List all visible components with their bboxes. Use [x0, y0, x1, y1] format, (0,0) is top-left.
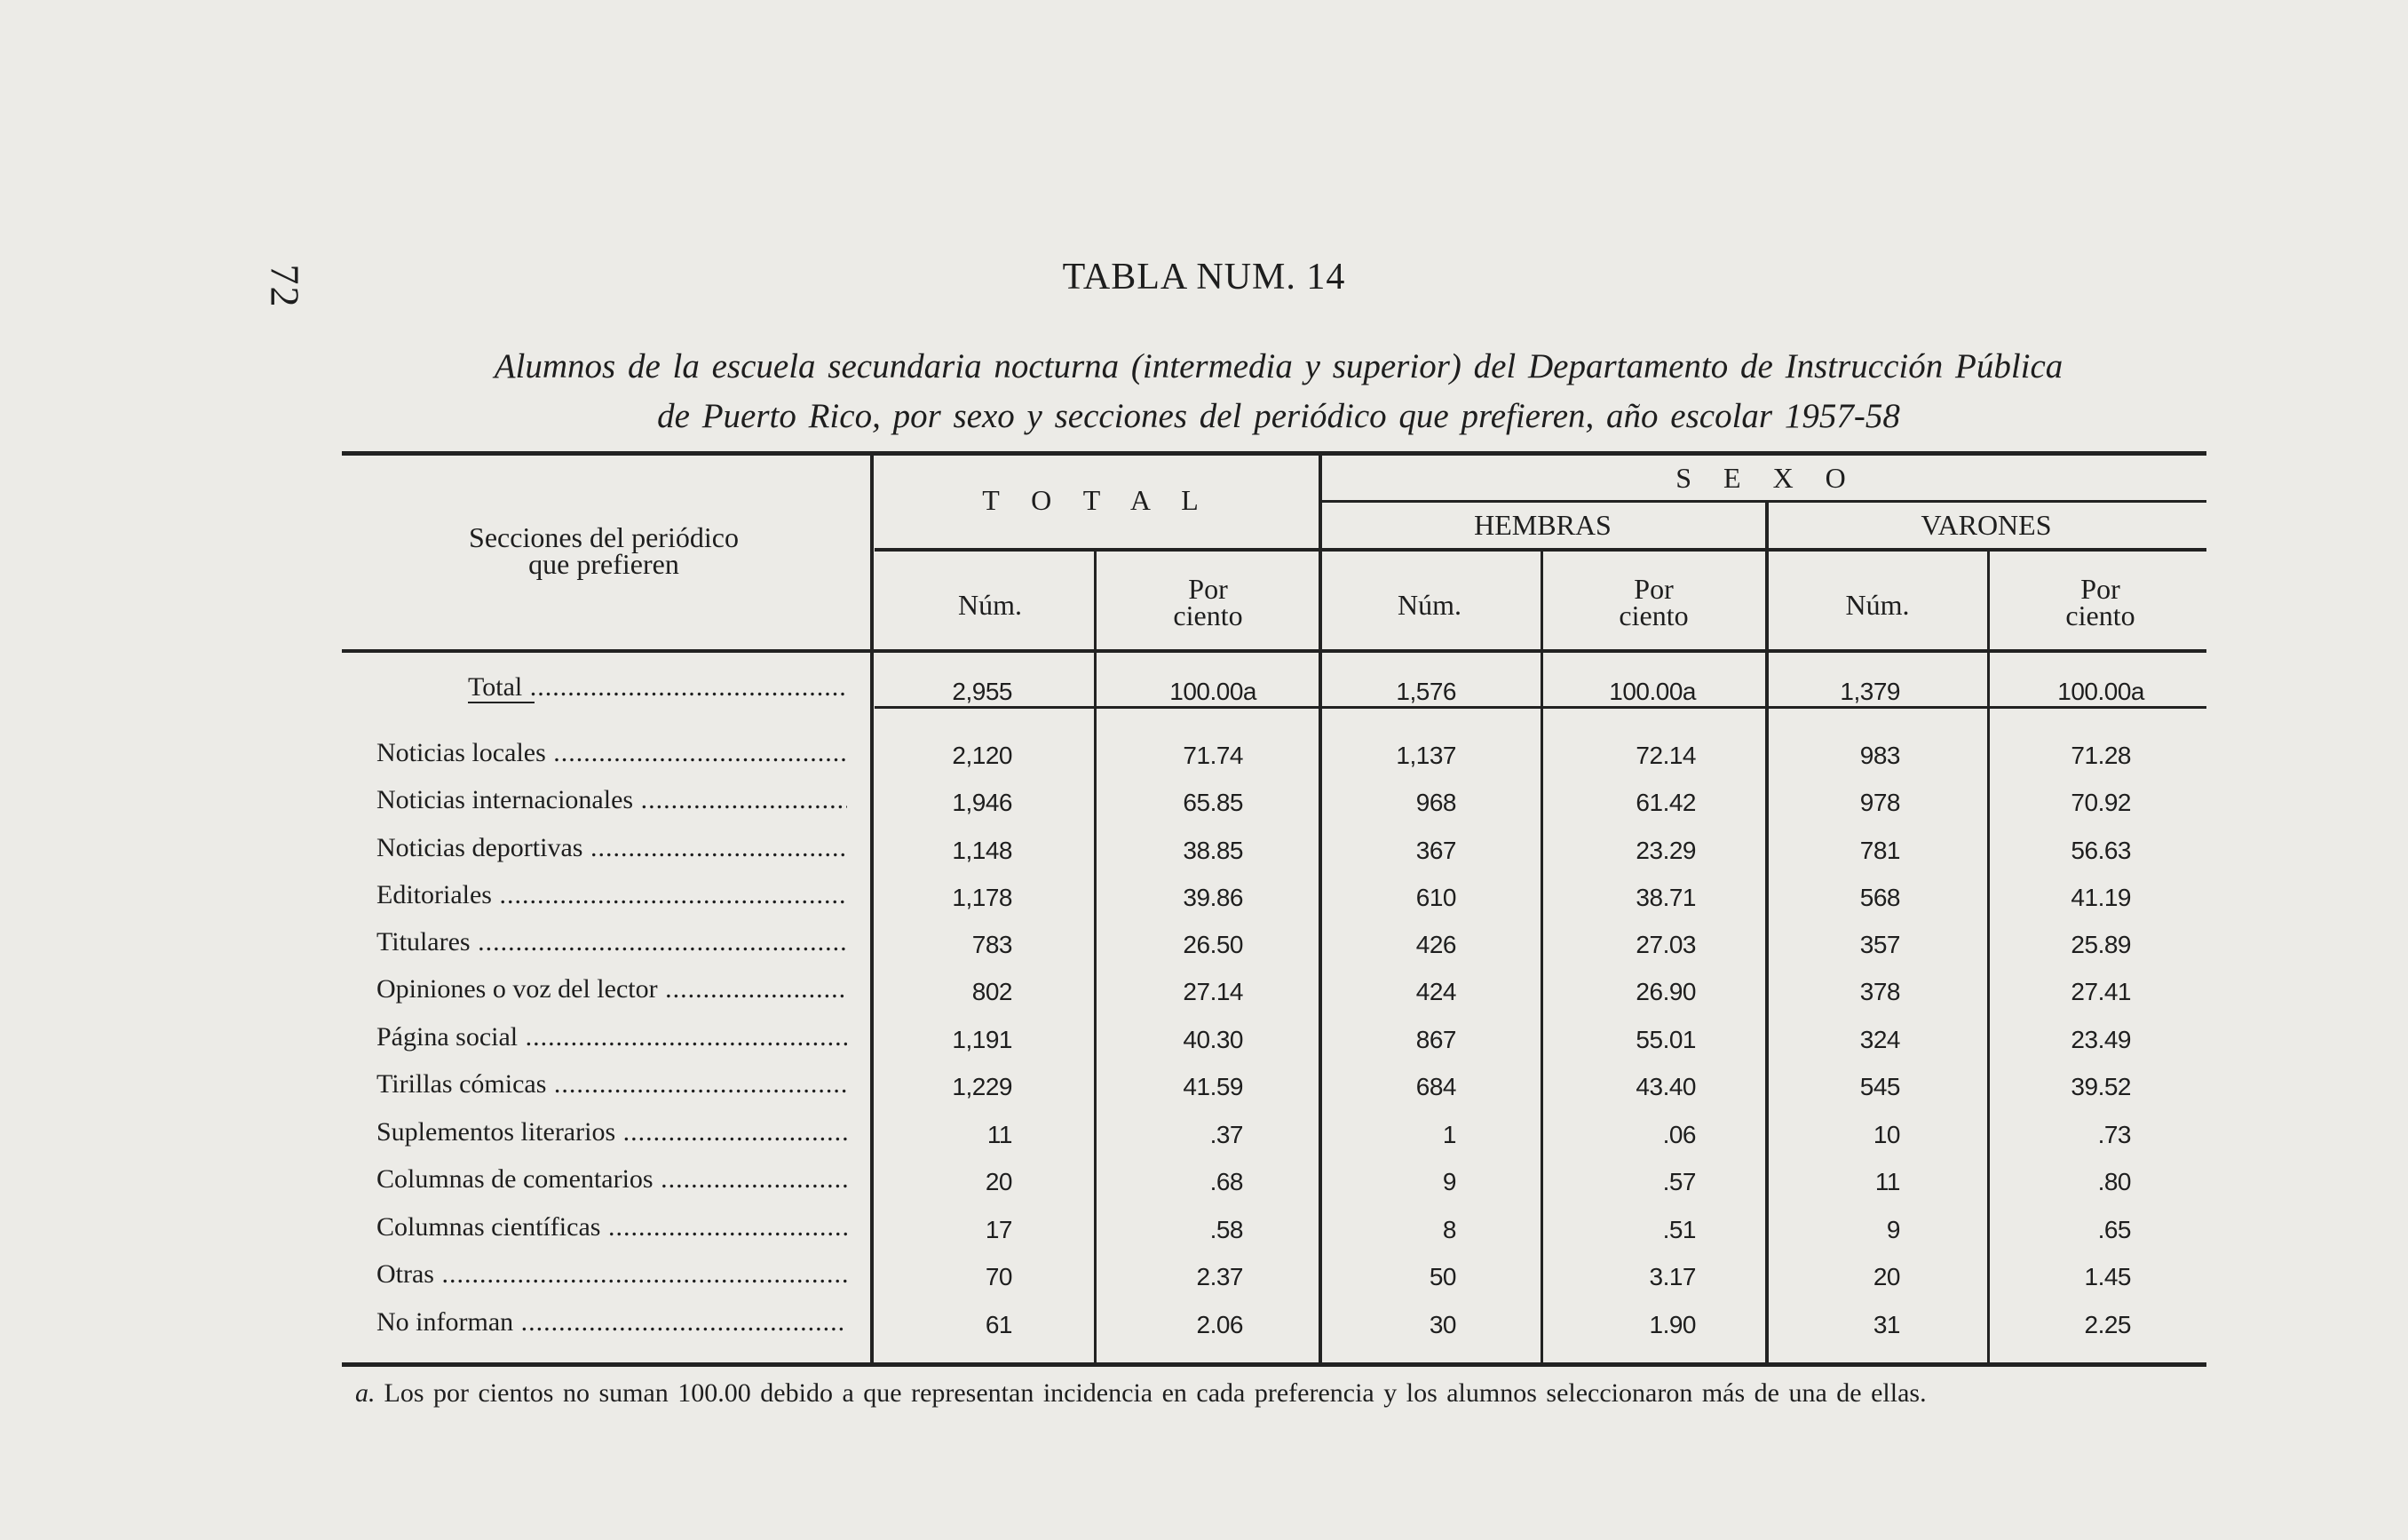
cell: 27.41 — [2071, 978, 2131, 1005]
cell: .68 — [1209, 1168, 1243, 1195]
cell: 783 — [971, 931, 1012, 958]
col-divider-sexo — [1319, 453, 1322, 1364]
cell: 2,120 — [952, 742, 1012, 769]
cell: 23.29 — [1636, 837, 1696, 864]
cell: .65 — [2097, 1216, 2131, 1243]
varones-num-header: Núm. — [1845, 589, 1910, 621]
cell: 1.45 — [2084, 1263, 2131, 1290]
row-label: Otras ..... — [376, 1259, 847, 1290]
cell: 38.71 — [1636, 884, 1696, 911]
cell: 1 — [1442, 1121, 1456, 1148]
cell: 378 — [1859, 978, 1900, 1005]
hembras-num-header: Núm. — [1398, 589, 1461, 621]
cell: 31 — [1873, 1311, 1900, 1338]
cell: 61 — [985, 1311, 1012, 1338]
cell: 568 — [1859, 884, 1900, 911]
row-label: Noticias locales ..... — [376, 738, 847, 768]
hembras-header: HEMBRAS — [1474, 509, 1612, 541]
cell: 2.37 — [1196, 1263, 1243, 1290]
footnote — [355, 1378, 1927, 1409]
total-row-label: Total ..... — [468, 672, 848, 703]
stub-header-line-2: que prefieren — [528, 548, 679, 580]
cell: 26.90 — [1636, 978, 1696, 1005]
row-label: Suplementos literarios ..... — [376, 1117, 847, 1147]
cell: 1,191 — [952, 1026, 1012, 1053]
cell: 20 — [1873, 1263, 1900, 1290]
table-caption — [337, 342, 2220, 441]
row-label: Editoriales ..... — [376, 880, 847, 910]
top-rule — [342, 451, 2206, 456]
cell: 72.14 — [1636, 742, 1696, 769]
row-label: Opiniones o voz del lector ..... — [376, 974, 847, 1004]
cell: 10 — [1873, 1121, 1900, 1148]
total-row-pct: 100.00a — [1169, 678, 1256, 705]
cell: 30 — [1429, 1311, 1456, 1338]
cell: 1.90 — [1649, 1311, 1696, 1338]
row-label: Columnas científicas ..... — [376, 1212, 847, 1242]
col-divider-hembras — [1541, 551, 1543, 1364]
por-label: Por — [1188, 573, 1228, 605]
row-label: Página social ..... — [376, 1022, 847, 1052]
cell: 27.03 — [1636, 931, 1696, 958]
footnote-mark: a. — [355, 1378, 376, 1408]
cell: 545 — [1859, 1073, 1900, 1100]
total-row-varones-num: 1,379 — [1840, 678, 1900, 705]
cell: 55.01 — [1636, 1026, 1696, 1053]
varones-header: VARONES — [1921, 509, 2052, 541]
row-label: Noticias deportivas ..... — [376, 833, 847, 863]
cell: 50 — [1429, 1263, 1456, 1290]
cell: 56.63 — [2071, 837, 2131, 864]
cell: 71.28 — [2071, 742, 2131, 769]
caption-line-2: de Puerto Rico, por sexo y secciones del periódico que prefieren, año escolar 1957-58 — [657, 397, 1900, 435]
total-header: T O T A L — [982, 484, 1211, 516]
cell: 17 — [985, 1216, 1012, 1243]
por-label: Por — [2080, 573, 2120, 605]
cell: 70 — [985, 1263, 1012, 1290]
row-label: Titulares ..... — [376, 927, 847, 957]
cell: 23.49 — [2071, 1026, 2131, 1053]
caption-line-1: Alumnos de la escuela secundaria nocturna (intermedia y superior) del Departamento de Instrucción Pública — [494, 347, 2063, 385]
cell: 40.30 — [1183, 1026, 1243, 1053]
cell: .51 — [1662, 1216, 1696, 1243]
total-row-varones-pct: 100.00a — [2057, 678, 2144, 705]
row-label: Tirillas cómicas ..... — [376, 1069, 847, 1099]
cell: 367 — [1415, 837, 1456, 864]
total-num-header: Núm. — [958, 589, 1022, 621]
page-number: 72 — [262, 264, 308, 309]
ciento-label: ciento — [1619, 599, 1689, 631]
cell: .06 — [1662, 1121, 1696, 1148]
row-label: No informan ..... — [376, 1307, 847, 1338]
cell: 11 — [986, 1121, 1012, 1148]
cell: 610 — [1415, 884, 1456, 911]
cell: 43.40 — [1636, 1073, 1696, 1100]
por-label: Por — [1634, 573, 1674, 605]
cell: 802 — [971, 978, 1012, 1005]
cell: 2.25 — [2084, 1311, 2131, 1338]
bottom-rule — [342, 1362, 2206, 1367]
cell: 41.19 — [2071, 884, 2131, 911]
cell: 27.14 — [1183, 978, 1243, 1005]
cell: 2.06 — [1196, 1311, 1243, 1338]
cell: 61.42 — [1636, 789, 1696, 816]
cell: 978 — [1859, 789, 1900, 816]
col-divider-varones-group — [1765, 502, 1769, 1364]
sexo-header: S E X O — [1675, 462, 1858, 494]
cell: .37 — [1209, 1121, 1243, 1148]
cell: .58 — [1209, 1216, 1243, 1243]
cell: 357 — [1859, 931, 1900, 958]
stub-header — [391, 521, 817, 580]
sexo-rule — [1321, 500, 2206, 503]
hembras-pct-header — [1545, 573, 1762, 631]
row-label: Columnas de comentarios ..... — [376, 1164, 847, 1195]
cell: 39.52 — [2071, 1073, 2131, 1100]
cell: 70.92 — [2071, 789, 2131, 816]
total-row-num: 2,955 — [952, 678, 1012, 705]
cell: 8 — [1442, 1216, 1456, 1243]
ciento-label: ciento — [2065, 599, 2135, 631]
cell: 65.85 — [1183, 789, 1243, 816]
cell: 424 — [1415, 978, 1456, 1005]
cell: .57 — [1662, 1168, 1696, 1195]
cell: 1,137 — [1396, 742, 1456, 769]
cell: 9 — [1442, 1168, 1456, 1195]
cell: 41.59 — [1183, 1073, 1243, 1100]
cell: 1,229 — [952, 1073, 1012, 1100]
cell: 26.50 — [1183, 931, 1243, 958]
footnote-text: Los por cientos no suman 100.00 debido a que representan incidencia en cada preferencia y los alumnos seleccionaron más de una de ellas. — [384, 1378, 1927, 1408]
total-row-hembras-num: 1,576 — [1396, 678, 1456, 705]
cell: 781 — [1859, 837, 1900, 864]
cell: 20 — [985, 1168, 1012, 1195]
cell: 1,148 — [952, 837, 1012, 864]
col-divider-varones — [1987, 551, 1990, 1364]
cell: 324 — [1859, 1026, 1900, 1053]
varones-pct-header — [1992, 573, 2209, 631]
cell: 684 — [1415, 1073, 1456, 1100]
cell: 38.85 — [1183, 837, 1243, 864]
cell: 25.89 — [2071, 931, 2131, 958]
cell: 983 — [1859, 742, 1900, 769]
cell: 426 — [1415, 931, 1456, 958]
header-bottom-rule — [342, 649, 2206, 653]
cell: .80 — [2097, 1168, 2131, 1195]
col-divider-stub — [870, 453, 874, 1364]
cell: 867 — [1415, 1026, 1456, 1053]
cell: 968 — [1415, 789, 1456, 816]
ciento-label: ciento — [1173, 599, 1243, 631]
col-divider-total — [1094, 551, 1097, 1364]
cell: 1,178 — [952, 884, 1012, 911]
cell: 71.74 — [1183, 742, 1243, 769]
cell: 1,946 — [952, 789, 1012, 816]
cell: 11 — [1874, 1168, 1900, 1195]
cell: 39.86 — [1183, 884, 1243, 911]
table-title: TABLA NUM. 14 — [1062, 257, 1346, 298]
row-label: Noticias internacionales ..... — [376, 785, 847, 815]
cell: 3.17 — [1649, 1263, 1696, 1290]
total-pct-header — [1099, 573, 1317, 631]
cell: 9 — [1886, 1216, 1900, 1243]
cell: .73 — [2097, 1121, 2131, 1148]
stub-header-line-1: Secciones del periódico — [469, 521, 739, 553]
total-row-hembras-pct: 100.00a — [1609, 678, 1696, 705]
